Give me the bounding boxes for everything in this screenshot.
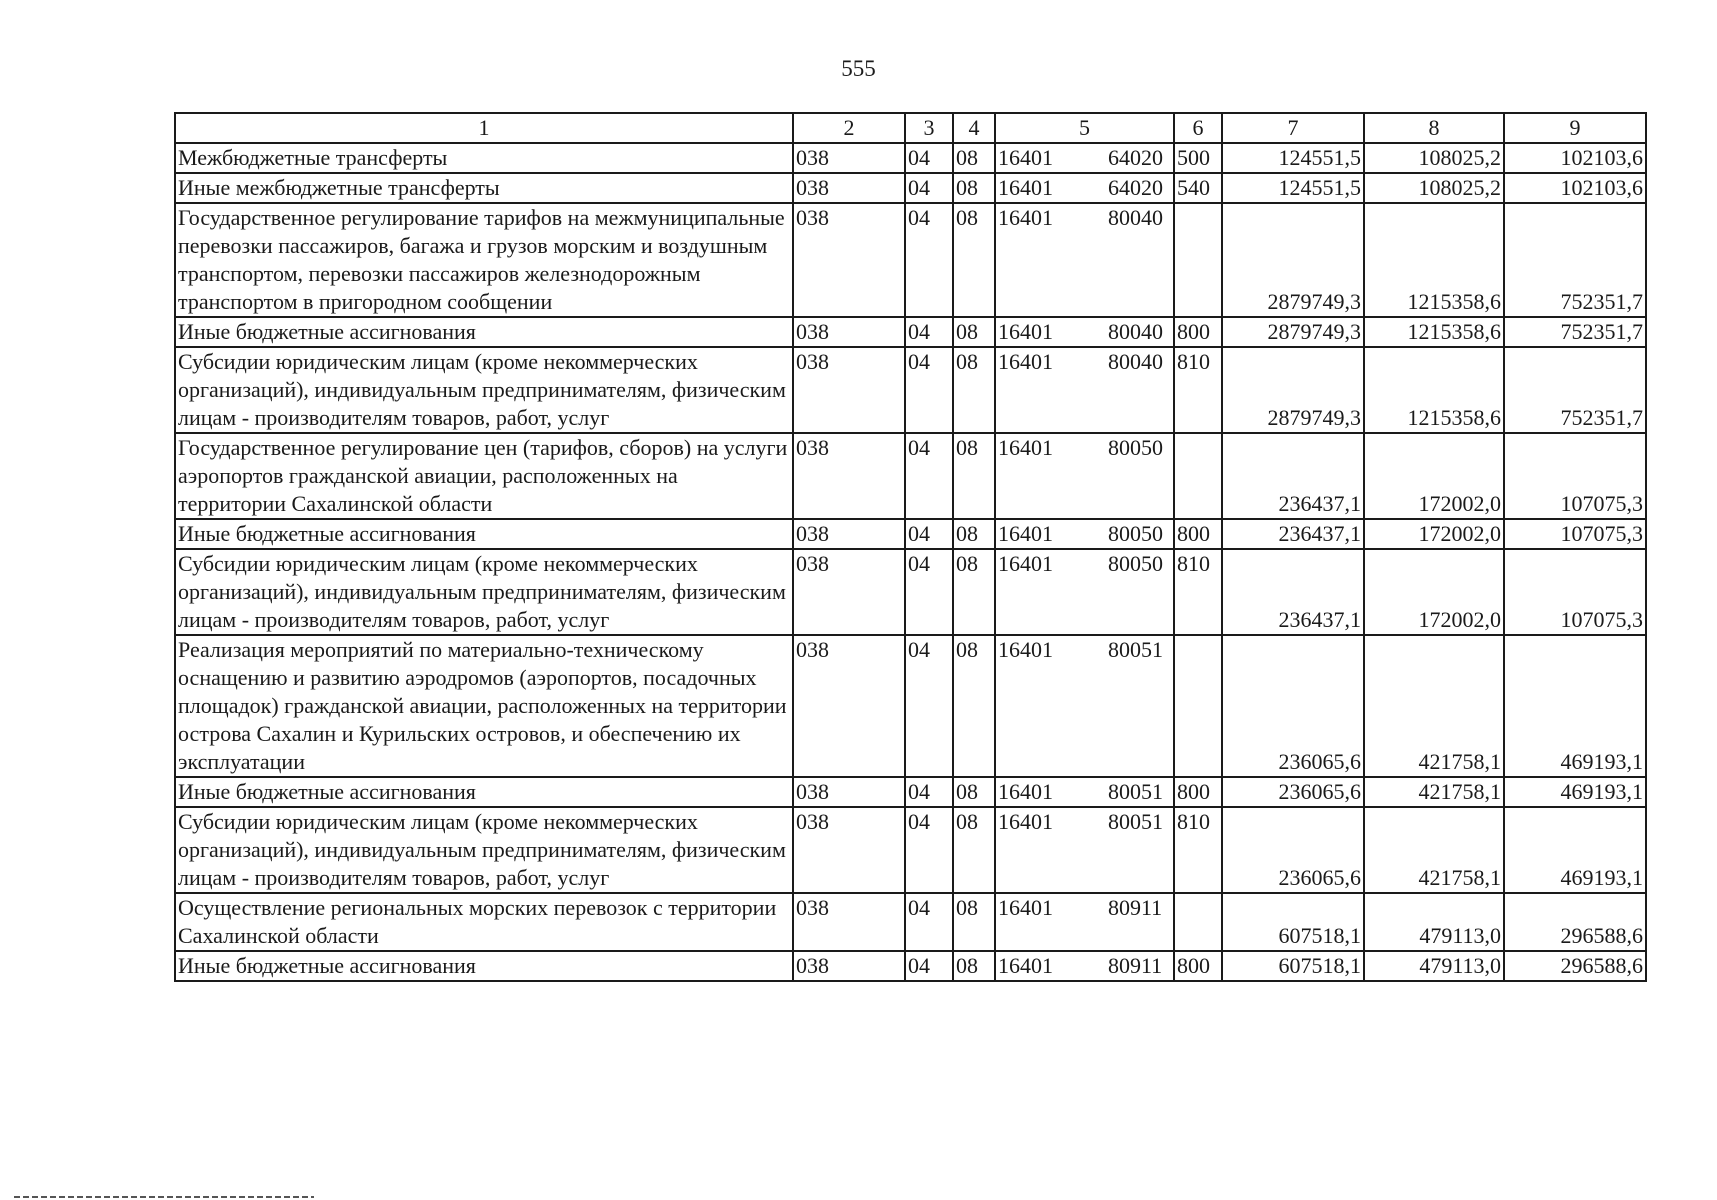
cell-target-code: 80051 xyxy=(1090,807,1174,893)
cell-amount-col9: 469193,1 xyxy=(1504,807,1646,893)
cell-target-code: 80040 xyxy=(1090,317,1174,347)
table-row xyxy=(175,143,1646,173)
cell-expense-type-code: 810 xyxy=(1174,549,1222,635)
cell-target-code: 80050 xyxy=(1090,549,1174,635)
cell-expense-type-code xyxy=(1174,893,1222,951)
cell-target-code: 64020 xyxy=(1090,173,1174,203)
cell-ministry-code: 038 xyxy=(793,519,905,549)
cell-section-code: 04 xyxy=(905,143,953,173)
header-cell: 3 xyxy=(905,113,953,143)
cell-target-code: 80050 xyxy=(1090,433,1174,519)
cell-ministry-code: 038 xyxy=(793,777,905,807)
table-row xyxy=(175,173,1646,203)
row-description: Реализация мероприятий по материально-техническому оснащению и развитию аэродромов (аэропортов, посадочных площадок) гражданской авиации, расположенных на территории острова Сахалин и Курильских островов, и обеспечению их эксплуатации xyxy=(175,635,793,777)
table-row xyxy=(175,433,1646,519)
cell-expense-type-code xyxy=(1174,203,1222,317)
cell-amount-col9: 469193,1 xyxy=(1504,635,1646,777)
cell-subsection-code: 08 xyxy=(953,893,995,951)
cell-amount-col7: 236437,1 xyxy=(1222,433,1364,519)
cell-amount-col9: 102103,6 xyxy=(1504,173,1646,203)
cell-amount-col9: 296588,6 xyxy=(1504,893,1646,951)
cell-subsection-code: 08 xyxy=(953,173,995,203)
row-description: Государственное регулирование тарифов на межмуниципальные перевозки пассажиров, багажа и грузов морским и воздушным транспортом, перевозки пассажиров железнодорожным транспортом в пригородном сообщении xyxy=(175,203,793,317)
cell-subsection-code: 08 xyxy=(953,635,995,777)
cell-program-code: 16401 xyxy=(995,807,1090,893)
cell-amount-col8: 479113,0 xyxy=(1364,893,1504,951)
cell-amount-col7: 236437,1 xyxy=(1222,519,1364,549)
cell-amount-col9: 296588,6 xyxy=(1504,951,1646,981)
cell-target-code: 80911 xyxy=(1090,893,1174,951)
cell-amount-col9: 752351,7 xyxy=(1504,317,1646,347)
cell-subsection-code: 08 xyxy=(953,317,995,347)
cell-amount-col7: 236065,6 xyxy=(1222,807,1364,893)
cell-amount-col8: 172002,0 xyxy=(1364,519,1504,549)
scan-artifact-line xyxy=(14,1196,314,1198)
cell-amount-col7: 607518,1 xyxy=(1222,893,1364,951)
cell-amount-col8: 172002,0 xyxy=(1364,433,1504,519)
cell-amount-col7: 236437,1 xyxy=(1222,549,1364,635)
cell-target-code: 80051 xyxy=(1090,635,1174,777)
cell-amount-col7: 2879749,3 xyxy=(1222,317,1364,347)
cell-amount-col9: 752351,7 xyxy=(1504,347,1646,433)
cell-program-code: 16401 xyxy=(995,549,1090,635)
cell-amount-col7: 2879749,3 xyxy=(1222,203,1364,317)
cell-amount-col9: 107075,3 xyxy=(1504,519,1646,549)
cell-program-code: 16401 xyxy=(995,143,1090,173)
cell-amount-col9: 107075,3 xyxy=(1504,433,1646,519)
cell-ministry-code: 038 xyxy=(793,143,905,173)
cell-subsection-code: 08 xyxy=(953,203,995,317)
cell-expense-type-code: 810 xyxy=(1174,347,1222,433)
cell-section-code: 04 xyxy=(905,635,953,777)
row-description: Субсидии юридическим лицам (кроме некоммерческих организаций), индивидуальным предпринимателям, физическим лицам - производителям товаров, работ, услуг xyxy=(175,347,793,433)
cell-amount-col9: 469193,1 xyxy=(1504,777,1646,807)
cell-expense-type-code: 800 xyxy=(1174,317,1222,347)
cell-amount-col8: 421758,1 xyxy=(1364,777,1504,807)
cell-expense-type-code: 800 xyxy=(1174,951,1222,981)
row-description: Иные бюджетные ассигнования xyxy=(175,951,793,981)
header-cell: 5 xyxy=(995,113,1174,143)
cell-target-code: 80051 xyxy=(1090,777,1174,807)
cell-ministry-code: 038 xyxy=(793,173,905,203)
cell-section-code: 04 xyxy=(905,347,953,433)
header-cell: 6 xyxy=(1174,113,1222,143)
cell-amount-col8: 108025,2 xyxy=(1364,143,1504,173)
cell-amount-col8: 1215358,6 xyxy=(1364,317,1504,347)
cell-section-code: 04 xyxy=(905,777,953,807)
table-row xyxy=(175,777,1646,807)
cell-amount-col8: 108025,2 xyxy=(1364,173,1504,203)
row-description: Осуществление региональных морских перевозок с территории Сахалинской области xyxy=(175,893,793,951)
cell-ministry-code: 038 xyxy=(793,893,905,951)
cell-subsection-code: 08 xyxy=(953,519,995,549)
cell-amount-col7: 2879749,3 xyxy=(1222,347,1364,433)
cell-ministry-code: 038 xyxy=(793,203,905,317)
cell-amount-col8: 421758,1 xyxy=(1364,807,1504,893)
cell-subsection-code: 08 xyxy=(953,433,995,519)
cell-target-code: 80911 xyxy=(1090,951,1174,981)
cell-program-code: 16401 xyxy=(995,519,1090,549)
table-row xyxy=(175,893,1646,951)
cell-ministry-code: 038 xyxy=(793,549,905,635)
cell-amount-col7: 236065,6 xyxy=(1222,777,1364,807)
row-description: Субсидии юридическим лицам (кроме некоммерческих организаций), индивидуальным предпринимателям, физическим лицам - производителям товаров, работ, услуг xyxy=(175,807,793,893)
cell-program-code: 16401 xyxy=(995,433,1090,519)
cell-amount-col8: 1215358,6 xyxy=(1364,203,1504,317)
page-number: 555 xyxy=(841,56,876,81)
row-description: Иные бюджетные ассигнования xyxy=(175,519,793,549)
cell-section-code: 04 xyxy=(905,173,953,203)
cell-ministry-code: 038 xyxy=(793,433,905,519)
cell-subsection-code: 08 xyxy=(953,951,995,981)
cell-ministry-code: 038 xyxy=(793,347,905,433)
cell-amount-col7: 124551,5 xyxy=(1222,173,1364,203)
cell-target-code: 64020 xyxy=(1090,143,1174,173)
cell-program-code: 16401 xyxy=(995,317,1090,347)
table-row xyxy=(175,549,1646,635)
cell-program-code: 16401 xyxy=(995,635,1090,777)
table-row xyxy=(175,635,1646,777)
cell-section-code: 04 xyxy=(905,203,953,317)
cell-subsection-code: 08 xyxy=(953,777,995,807)
cell-expense-type-code: 810 xyxy=(1174,807,1222,893)
table-row xyxy=(175,519,1646,549)
cell-expense-type-code: 500 xyxy=(1174,143,1222,173)
cell-section-code: 04 xyxy=(905,893,953,951)
cell-section-code: 04 xyxy=(905,549,953,635)
cell-amount-col8: 479113,0 xyxy=(1364,951,1504,981)
cell-target-code: 80040 xyxy=(1090,347,1174,433)
cell-subsection-code: 08 xyxy=(953,347,995,433)
cell-subsection-code: 08 xyxy=(953,143,995,173)
table-row xyxy=(175,951,1646,981)
cell-expense-type-code xyxy=(1174,635,1222,777)
table-row xyxy=(175,203,1646,317)
cell-amount-col7: 124551,5 xyxy=(1222,143,1364,173)
cell-amount-col9: 102103,6 xyxy=(1504,143,1646,173)
row-description: Иные межбюджетные трансферты xyxy=(175,173,793,203)
cell-expense-type-code: 800 xyxy=(1174,777,1222,807)
row-description: Иные бюджетные ассигнования xyxy=(175,317,793,347)
cell-program-code: 16401 xyxy=(995,777,1090,807)
header-cell: 4 xyxy=(953,113,995,143)
cell-subsection-code: 08 xyxy=(953,549,995,635)
table-row xyxy=(175,807,1646,893)
cell-amount-col8: 421758,1 xyxy=(1364,635,1504,777)
cell-program-code: 16401 xyxy=(995,951,1090,981)
table-row xyxy=(175,347,1646,433)
cell-program-code: 16401 xyxy=(995,347,1090,433)
cell-ministry-code: 038 xyxy=(793,807,905,893)
cell-amount-col7: 607518,1 xyxy=(1222,951,1364,981)
cell-section-code: 04 xyxy=(905,519,953,549)
cell-program-code: 16401 xyxy=(995,893,1090,951)
cell-amount-col8: 172002,0 xyxy=(1364,549,1504,635)
cell-section-code: 04 xyxy=(905,433,953,519)
cell-target-code: 80040 xyxy=(1090,203,1174,317)
header-row xyxy=(175,113,1646,143)
cell-expense-type-code: 800 xyxy=(1174,519,1222,549)
cell-amount-col7: 236065,6 xyxy=(1222,635,1364,777)
cell-subsection-code: 08 xyxy=(953,807,995,893)
cell-amount-col9: 752351,7 xyxy=(1504,203,1646,317)
header-cell: 2 xyxy=(793,113,905,143)
cell-amount-col9: 107075,3 xyxy=(1504,549,1646,635)
cell-section-code: 04 xyxy=(905,951,953,981)
row-description: Субсидии юридическим лицам (кроме некоммерческих организаций), индивидуальным предпринимателям, физическим лицам - производителям товаров, работ, услуг xyxy=(175,549,793,635)
budget-table xyxy=(174,112,1647,982)
cell-section-code: 04 xyxy=(905,807,953,893)
header-cell: 7 xyxy=(1222,113,1364,143)
cell-ministry-code: 038 xyxy=(793,317,905,347)
cell-expense-type-code: 540 xyxy=(1174,173,1222,203)
header-cell: 9 xyxy=(1504,113,1646,143)
cell-amount-col8: 1215358,6 xyxy=(1364,347,1504,433)
cell-section-code: 04 xyxy=(905,317,953,347)
cell-expense-type-code xyxy=(1174,433,1222,519)
header-cell: 8 xyxy=(1364,113,1504,143)
table-body xyxy=(175,113,1646,981)
row-description: Государственное регулирование цен (тарифов, сборов) на услуги аэропортов гражданской авиации, расположенных на территории Сахалинской области xyxy=(175,433,793,519)
cell-ministry-code: 038 xyxy=(793,951,905,981)
cell-program-code: 16401 xyxy=(995,173,1090,203)
row-description: Межбюджетные трансферты xyxy=(175,143,793,173)
table-row xyxy=(175,317,1646,347)
cell-ministry-code: 038 xyxy=(793,635,905,777)
cell-target-code: 80050 xyxy=(1090,519,1174,549)
row-description: Иные бюджетные ассигнования xyxy=(175,777,793,807)
header-cell: 1 xyxy=(175,113,793,143)
cell-program-code: 16401 xyxy=(995,203,1090,317)
